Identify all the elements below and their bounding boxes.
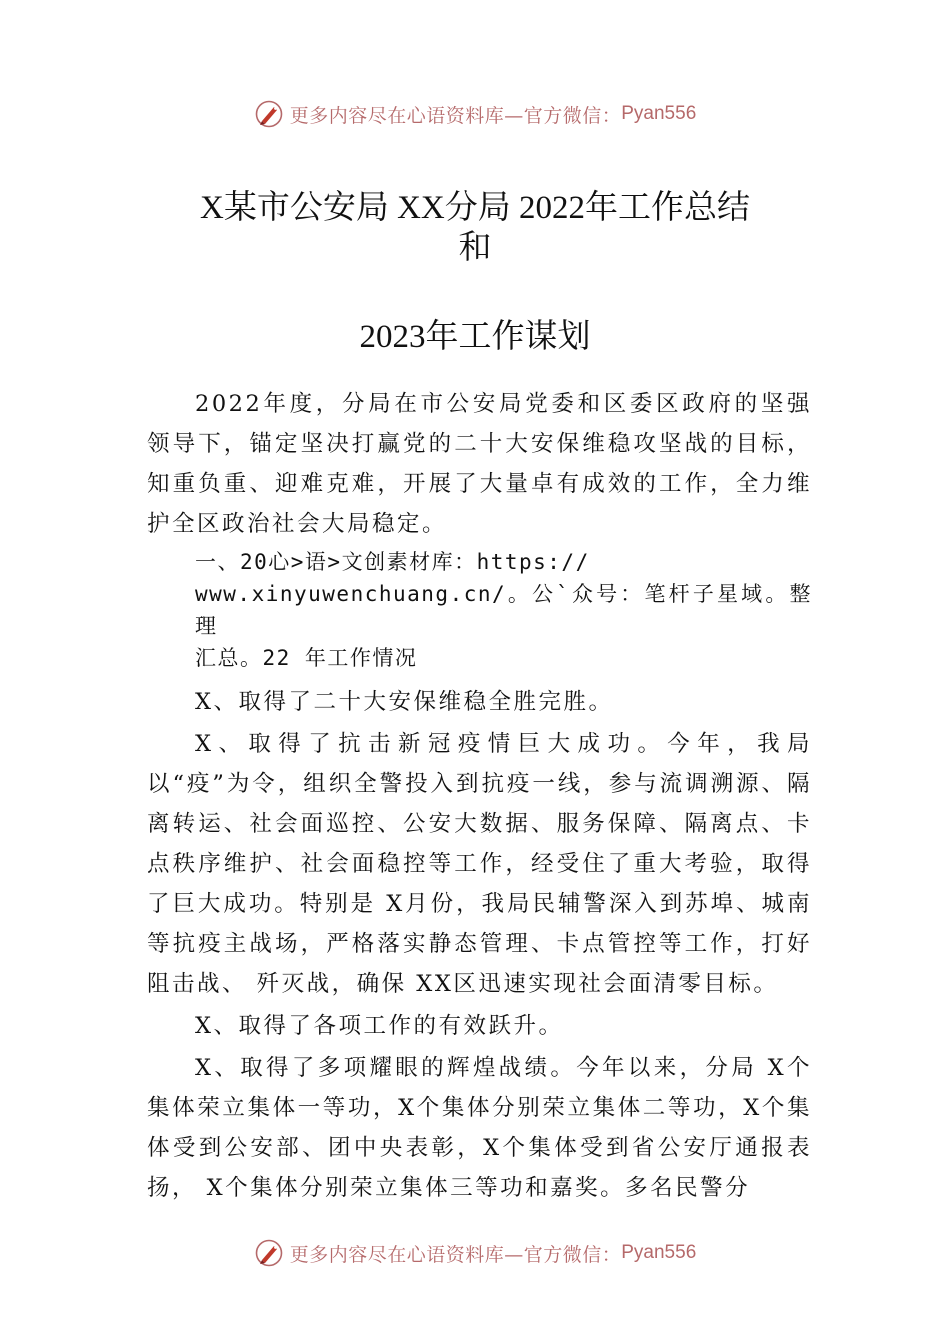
list-item-1: X、取得了二十大安保维稳全胜完胜。 bbox=[195, 689, 614, 715]
watermark-banner-top bbox=[0, 94, 950, 134]
list-item-4: X、取得了多项耀眼的辉煌战绩。今年以来，分局 X个集体荣立集体一等功，X个集体分别荣立集体二等功，X个集体受到公安部、团中央表彰，X个集体受到省公安厅通报表扬， X个集体分别荣立集体三等功和嘉奖。多名民警分 bbox=[147, 1055, 812, 1201]
watermark-banner-bottom bbox=[0, 1233, 950, 1273]
section-heading-line-3: 汇总。22 年工作情况 bbox=[195, 646, 418, 670]
list-item-3: X、取得了各项工作的有效跃升。 bbox=[195, 1013, 564, 1039]
section-heading bbox=[147, 546, 812, 674]
section-heading-line-1: 一、20心>语>文创素材库：https:// bbox=[195, 550, 590, 574]
list-item-2: X、取得了抗击新冠疫情巨大成功。今年，我局以“疫”为令，组织全警投入到抗疫一线，参与流调溯源、隔离转运、社会面巡控、公安大数据、服务保障、隔离点、卡点秩序维护、社会面稳控等工作，经受住了重大考验，取得了巨大成功。特别是 X月份，我局民辅警深入到苏埠、城南等抗疫主战场，严格落实静态管理、卡点管控等工作，打好阻击战、 歼灭战，确保 XX区迅速实现社会面清零目标。 bbox=[147, 731, 812, 997]
watermark-text: 更多内容尽在心语资料库—官方微信： bbox=[289, 1243, 622, 1266]
document-title bbox=[100, 188, 850, 360]
pen-logo-icon bbox=[254, 1238, 284, 1268]
title-line-3: 2023年工作谋划 bbox=[359, 319, 591, 355]
pen-logo-icon bbox=[254, 99, 284, 129]
section-heading-line-2: www.xinyuwenchuang.cn/。公`众号：笔杆子星域。整理 bbox=[195, 582, 812, 638]
title-line-2: 和 bbox=[458, 230, 492, 266]
watermark-wechat-id: Pyan556 bbox=[621, 103, 697, 124]
document-body bbox=[147, 384, 812, 1210]
watermark-wechat-id: Pyan556 bbox=[621, 1242, 697, 1263]
watermark-text: 更多内容尽在心语资料库—官方微信： bbox=[289, 104, 622, 127]
intro-paragraph: 2022年度，分局在市公安局党委和区委区政府的坚强领导下，锚定坚决打赢党的二十大安保维稳攻坚战的目标，知重负重、迎难克难，开展了大量卓有成效的工作，全力维护全区政治社会大局稳定。 bbox=[147, 391, 812, 537]
title-line-1: X某市公安局 XX分局 2022年工作总结 bbox=[200, 190, 750, 226]
